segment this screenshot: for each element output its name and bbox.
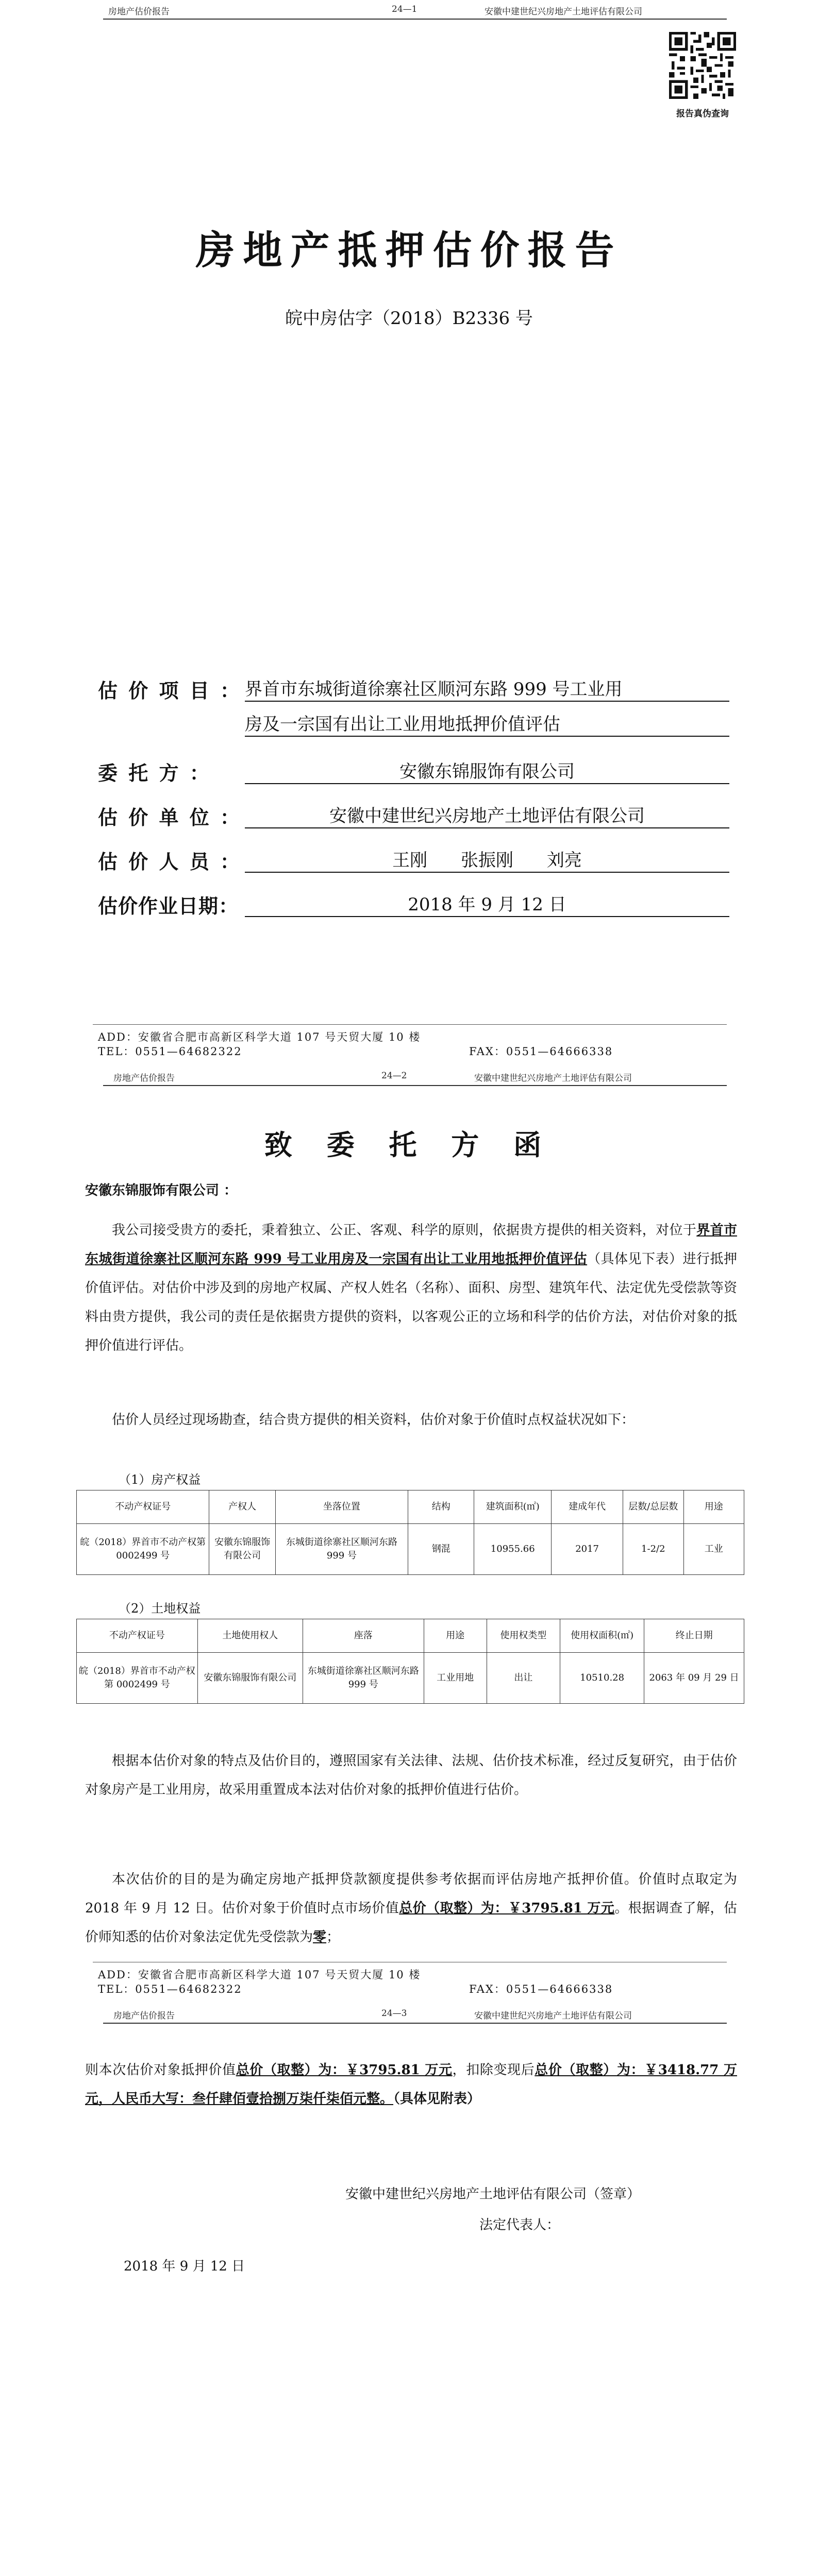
appraiser-underline bbox=[245, 827, 729, 828]
letter-paragraph-1: 我公司接受贵方的委托，秉着独立、公正、客观、科学的原则，依据贵方提供的相关资料，对位于界首市东城街道徐寨社区顺河东路 999 号工业用房及一宗国有出让工业用地抵押价值评估（具体见下表）进行抵押价值评估。对估价中涉及到的房地产权属、产权人姓名（名称）、面积、房型、建筑年代、法定优先受偿款等资料由贵方提供，我公司的责任是依据贵方提供的资料，以客观公正的立场和科学的估价方法，对估价对象的抵押价值进行评估。 bbox=[85, 1223, 737, 1353]
project-emphasis: 界首市东城街道徐寨社区顺河东路 999 号工业用房及一宗国有出让工业用地抵押价值评估 bbox=[85, 1223, 737, 1267]
table-header-row: 不动产权证号 土地使用权人 座落 用途 使用权类型 使用权面积(㎡) 终止日期 bbox=[77, 1619, 744, 1653]
signature-company: 安徽中建世纪兴房地产土地评估有限公司（签章） bbox=[345, 2187, 641, 2202]
header-rule bbox=[103, 1085, 727, 1086]
page-header-right: 安徽中建世纪兴房地产土地评估有限公司 bbox=[474, 1073, 632, 1083]
section-land-rights: （2）土地权益 bbox=[119, 1601, 201, 1616]
page-number: 24—3 bbox=[381, 2008, 407, 2019]
date-value: 2018 年 9 月 12 日 bbox=[408, 894, 566, 915]
date-underline bbox=[245, 916, 729, 917]
project-value-line1: 界首市东城街道徐寨社区顺河东路 999 号工业用 bbox=[245, 679, 623, 700]
appraiser-label: 估 价 单 位 ： bbox=[98, 806, 242, 829]
staff-underline bbox=[245, 872, 729, 873]
footer-address: ADD：安徽省合肥市高新区科学大道 107 号天贸大厦 10 楼 bbox=[98, 1969, 421, 1981]
header-rule bbox=[103, 2023, 727, 2024]
qr-caption: 报告真伪查询 bbox=[676, 109, 729, 119]
net-value-emphasis: 总价（取整）为：￥3418.77 万元，人民币大写：叁仟肆佰壹拾捌万柒仟柒佰元整。 bbox=[85, 2062, 737, 2107]
letter-title: 致 委 托 方 函 bbox=[264, 1128, 554, 1161]
footer-address: ADD：安徽省合肥市高新区科学大道 107 号天贸大厦 10 楼 bbox=[98, 1031, 421, 1043]
market-value-emphasis: 总价（取整）为：￥3795.81 万元 bbox=[399, 1901, 615, 1916]
mortgage-value-emphasis: 总价（取整）为：￥3795.81 万元 bbox=[236, 2062, 453, 2078]
page-header-right: 安徽中建世纪兴房地产土地评估有限公司 bbox=[474, 2011, 632, 2021]
footer-tel: TEL：0551—64682322 bbox=[98, 1045, 242, 1058]
qr-code-icon bbox=[669, 32, 736, 99]
section-house-rights: （1）房产权益 bbox=[119, 1472, 201, 1487]
qr-code-block bbox=[669, 32, 736, 119]
letter-paragraph-4: 本次估价的目的是为确定房地产抵押贷款额度提供参考依据而评估房地产抵押价值。价值时点取定为 2018 年 9 月 12 日。估价对象于价值时点市场价值总价（取整）为：￥3795.81 万元。根据调查了解，估价师知悉的估价对象法定优先受偿款为零； bbox=[85, 1872, 737, 1945]
client-underline bbox=[245, 783, 729, 784]
table-header-row: 不动产权证号 产权人 坐落位置 结构 建筑面积(㎡) 建成年代 层数/总层数 用途 bbox=[77, 1490, 744, 1524]
priority-claim-emphasis: 零 bbox=[313, 1929, 327, 1945]
letter-paragraph-3: 根据本估价对象的特点及估价目的，遵照国家有关法律、法规、估价技术标准，经过反复研究，由于估价对象房产是工业用房，故采用重置成本法对估价对象的抵押价值进行估价。 bbox=[85, 1753, 737, 1798]
report-title: 房地产抵押估价报告 bbox=[195, 227, 623, 273]
project-value-line2: 房及一宗国有出让工业用地抵押价值评估 bbox=[245, 714, 560, 735]
page-number: 24—1 bbox=[392, 4, 418, 14]
footer-rule bbox=[93, 1024, 727, 1025]
page-header-left: 房地产估价报告 bbox=[113, 1073, 175, 1083]
project-label: 估 价 项 目 ： bbox=[98, 679, 242, 702]
letter-paragraph-2: 估价人员经过现场勘查，结合贵方提供的相关资料，估价对象于价值时点权益状况如下： bbox=[112, 1412, 635, 1428]
land-rights-table bbox=[76, 1619, 744, 1704]
project-underline-1 bbox=[245, 701, 729, 702]
staff-value: 王刚 张振刚 刘亮 bbox=[392, 850, 582, 871]
letter-addressee: 安徽东锦服饰有限公司 ： bbox=[85, 1183, 238, 1198]
footer-fax: FAX：0551—64666338 bbox=[469, 1045, 613, 1058]
report-number: 皖中房估字（2018）B2336 号 bbox=[285, 308, 533, 329]
table-row: 皖（2018）界首市不动产权第 0002499 号 安徽东锦服饰有限公司 东城街道徐寨社区顺河东路 999 号 钢混 10955.66 2017 1-2/2 工业 bbox=[77, 1524, 744, 1575]
house-rights-table bbox=[76, 1490, 744, 1575]
page-header-left: 房地产估价报告 bbox=[108, 7, 170, 17]
page-number: 24—2 bbox=[381, 1071, 407, 1081]
table-row: 皖（2018）界首市不动产权第 0002499 号 安徽东锦服饰有限公司 东城街道徐寨社区顺河东路 999 号 工业用地 出让 10510.28 2063 年 09 月 29 日 bbox=[77, 1653, 744, 1704]
project-underline-2 bbox=[245, 736, 729, 737]
appraiser-value: 安徽中建世纪兴房地产土地评估有限公司 bbox=[329, 806, 645, 826]
client-label: 委 托 方 ： bbox=[98, 761, 211, 785]
staff-label: 估 价 人 员 ： bbox=[98, 850, 242, 873]
footer-tel: TEL：0551—64682322 bbox=[98, 1983, 242, 1995]
page-header-left: 房地产估价报告 bbox=[113, 2011, 175, 2021]
client-value: 安徽东锦服饰有限公司 bbox=[399, 761, 575, 782]
signature-date: 2018 年 9 月 12 日 bbox=[124, 2259, 245, 2274]
footer-fax: FAX：0551—64666338 bbox=[469, 1983, 613, 1995]
letter-paragraph-5: 则本次估价对象抵押价值总价（取整）为：￥3795.81 万元，扣除变现后总价（取整）为：￥3418.77 万元，人民币大写：叁仟肆佰壹拾捌万柒仟柒佰元整。（具体见附表） bbox=[85, 2062, 737, 2107]
signature-representative: 法定代表人： bbox=[479, 2217, 560, 2233]
date-label: 估价作业日期： bbox=[98, 894, 239, 918]
header-rule bbox=[103, 19, 727, 20]
page-header-right: 安徽中建世纪兴房地产土地评估有限公司 bbox=[485, 7, 642, 17]
